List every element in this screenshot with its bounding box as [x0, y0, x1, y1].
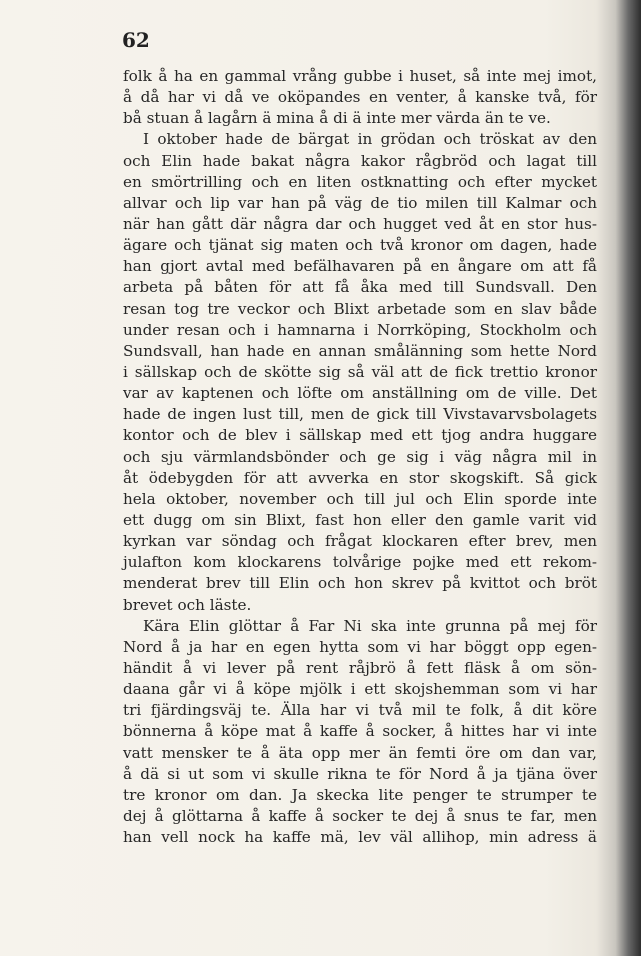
text-line: han gjort avtal med befälhavaren på en ångare om att få	[123, 257, 597, 276]
text-line: åt ödebygden för att avverka en stor skogskift. Så gick	[123, 468, 597, 487]
text-line: en smörtrilling och en liten ostknatting och efter mycket	[123, 172, 597, 191]
text-line: kontor och de blev i sällskap med ett tjog andra huggare	[123, 426, 597, 445]
text-line: brevet och läste.	[123, 595, 252, 614]
text-line: julafton kom klockarens tolvårige pojke med ett rekom-	[123, 553, 597, 572]
text-line: under resan och i hamnarna i Norrköping, Stockholm och	[123, 320, 597, 339]
text-line: och Elin hade bakat några kakor rågbröd och lagat till	[123, 151, 597, 170]
text-line: Kära Elin glöttar å Far Ni ska inte grunna på mej för	[143, 616, 597, 635]
text-line: vatt mensker te å äta opp mer än femti öre om dan var,	[123, 743, 597, 762]
text-line: han vell nock ha kaffe mä, lev väl allihop, min adress ä	[123, 828, 597, 847]
text-line: tre kronor om dan. Ja skecka lite penger te strumper te	[123, 785, 597, 804]
text-line: tri fjärdingsväj te. Älla har vi två mil te folk, å dit köre	[123, 701, 597, 720]
text-line: när han gått där några dar och hugget ved åt en stor hus-	[123, 214, 597, 233]
text-line: arbeta på båten för att få åka med till Sundsvall. Den	[123, 278, 597, 297]
text-line: händit å vi lever på rent råjbrö å fett fläsk å om sön-	[123, 658, 597, 677]
text-line: bå stuan å lagårn ä mina å di ä inte mer värda än te ve.	[123, 109, 551, 128]
text-line: kyrkan var söndag och frågat klockaren efter brev, men	[123, 532, 597, 551]
text-line: hade de ingen lust till, men de gick till Vivstavarvsbolagets	[123, 405, 597, 424]
page-body-text	[123, 66, 597, 848]
text-line: Sundsvall, han hade en annan smålänning som hette Nord	[123, 341, 597, 360]
text-line: folk å ha en gammal vrång gubbe i huset, så inte mej imot,	[123, 67, 597, 85]
text-line: bönnerna å köpe mat å kaffe å socker, å hittes har vi inte	[123, 722, 597, 741]
text-line: menderat brev till Elin och hon skrev på kvittot och bröt	[123, 574, 597, 593]
paragraph	[123, 66, 597, 129]
text-line: ägare och tjänat sig maten och två kronor om dagen, hade	[123, 236, 597, 255]
text-line: resan tog tre veckor och Blixt arbetade som en slav både	[123, 299, 597, 318]
text-line: å dä si ut som vi skulle rikna te för Nord å ja tjäna över	[123, 764, 597, 783]
text-line: var av kaptenen och löfte om anställning om de ville. Det	[123, 384, 597, 403]
text-line: ett dugg om sin Blixt, fast hon eller den gamle varit vid	[123, 510, 597, 529]
paragraph	[123, 616, 597, 849]
text-line: å då har vi då ve oköpandes en venter, å kanske två, för	[123, 88, 597, 107]
text-line: Nord å ja har en egen hytta som vi har böggt opp egen-	[123, 637, 597, 656]
text-line: I oktober hade de bärgat in grödan och tröskat av den	[143, 130, 597, 149]
text-line: daana går vi å köpe mjölk i ett skojshemman som vi har	[123, 680, 597, 699]
text-line: hela oktober, november och till jul och Elin sporde inte	[123, 489, 597, 508]
text-line: i sällskap och de skötte sig så väl att de fick trettio kronor	[123, 362, 597, 381]
text-line: allvar och lip var han på väg de tio milen till Kalmar och	[123, 193, 597, 212]
text-line: och sju värmlandsbönder och ge sig i väg några mil in	[123, 447, 597, 466]
paragraph	[123, 129, 597, 615]
page-number: 62	[122, 28, 150, 52]
text-line: dej å glöttarna å kaffe å socker te dej å snus te far, men	[123, 806, 597, 825]
